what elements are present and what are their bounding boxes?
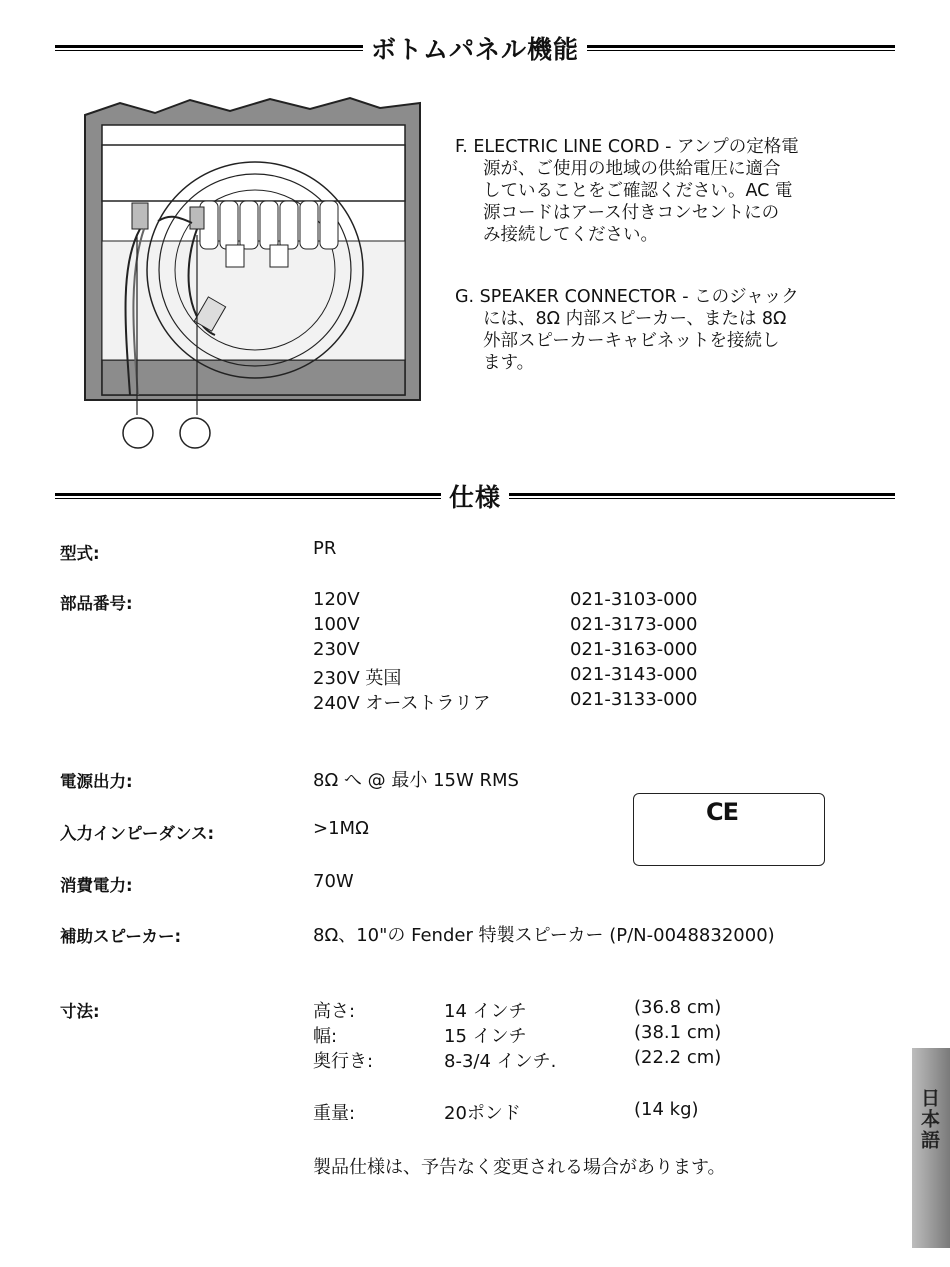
amp-bottom-panel-diagram bbox=[80, 95, 425, 450]
specs-heading bbox=[55, 478, 895, 514]
language-side-tab bbox=[912, 1048, 950, 1248]
feature-f-line: 源が、ご使用の地域の供給電圧に適合 bbox=[483, 159, 781, 179]
ce-mark-box bbox=[633, 793, 825, 866]
specs-title: 仕様 bbox=[449, 483, 502, 512]
part-voltage: 230V 英国 bbox=[313, 668, 402, 689]
feature-g-line: G. SPEAKER CONNECTOR - このジャック bbox=[455, 287, 799, 307]
power-consumption-value: 70W bbox=[313, 871, 354, 892]
feature-f-line-cord bbox=[455, 136, 865, 246]
part-number: 021-3173-000 bbox=[570, 614, 698, 635]
part-number: 021-3163-000 bbox=[570, 639, 698, 660]
dimension-metric: (36.8 cm) bbox=[634, 997, 722, 1018]
dimension-metric: (22.2 cm) bbox=[634, 1047, 722, 1068]
part-number: 021-3143-000 bbox=[570, 664, 698, 685]
heading-rule-left bbox=[55, 493, 441, 499]
weight-metric: (14 kg) bbox=[634, 1099, 699, 1120]
model-value: PR bbox=[313, 538, 337, 559]
dimension-metric: (38.1 cm) bbox=[634, 1022, 722, 1043]
part-number-label: 部品番号: bbox=[60, 594, 133, 613]
spec-change-note: 製品仕様は、予告なく変更される場合があります。 bbox=[313, 1157, 726, 1178]
dimension-imperial: 14 インチ bbox=[444, 1001, 527, 1022]
dimensions-label: 寸法: bbox=[60, 1002, 100, 1021]
dimension-name: 奥行き: bbox=[313, 1051, 374, 1072]
dimension-imperial: 8-3/4 インチ. bbox=[444, 1051, 557, 1072]
feature-f-line: していることをご確認ください。AC 電 bbox=[483, 181, 793, 201]
power-consumption-label: 消費電力: bbox=[60, 876, 133, 895]
part-voltage: 100V bbox=[313, 614, 360, 635]
weight-imperial: 20ポンド bbox=[444, 1103, 521, 1124]
part-voltage: 230V bbox=[313, 639, 360, 660]
input-impedance-label: 入力インピーダンス: bbox=[60, 824, 215, 843]
feature-g-line: ます。 bbox=[483, 353, 535, 373]
part-number: 021-3103-000 bbox=[570, 589, 698, 610]
feature-f-line: F. ELECTRIC LINE CORD - アンプの定格電 bbox=[455, 137, 799, 157]
dimension-imperial: 15 インチ bbox=[444, 1026, 527, 1047]
feature-f-line: み接続してください。 bbox=[483, 225, 658, 245]
part-voltage: 240V オーストラリア bbox=[313, 693, 491, 714]
feature-f-line: 源コードはアース付きコンセントにの bbox=[483, 203, 780, 223]
input-impedance-value: >1MΩ bbox=[313, 818, 369, 839]
part-voltage: 120V bbox=[313, 589, 360, 610]
speaker-label: 補助スピーカー: bbox=[60, 927, 182, 946]
weight-name: 重量: bbox=[313, 1103, 356, 1124]
power-output-value: 8Ω へ @ 最小 15W RMS bbox=[313, 770, 519, 791]
ce-mark: CE bbox=[706, 798, 739, 826]
feature-g-line: 外部スピーカーキャビネットを接続し bbox=[483, 331, 780, 351]
language-tab-label: 日本語 bbox=[918, 1088, 940, 1151]
speaker-value: 8Ω、10"の Fender 特製スピーカー (P/N-0048832000) bbox=[313, 925, 775, 946]
dimension-name: 高さ: bbox=[313, 1001, 356, 1022]
model-label: 型式: bbox=[60, 544, 100, 563]
heading-rule-right bbox=[509, 493, 895, 499]
feature-g-speaker-connector bbox=[455, 286, 865, 374]
power-output-label: 電源出力: bbox=[60, 772, 133, 791]
bottom-panel-heading bbox=[55, 30, 895, 66]
feature-g-line: には、8Ω 内部スピーカー、または 8Ω bbox=[483, 309, 787, 329]
heading-rule-right bbox=[587, 45, 895, 51]
heading-rule-left bbox=[55, 45, 363, 51]
part-number: 021-3133-000 bbox=[570, 689, 698, 710]
bottom-panel-title: ボトムパネル機能 bbox=[371, 35, 580, 64]
dimension-name: 幅: bbox=[313, 1026, 338, 1047]
